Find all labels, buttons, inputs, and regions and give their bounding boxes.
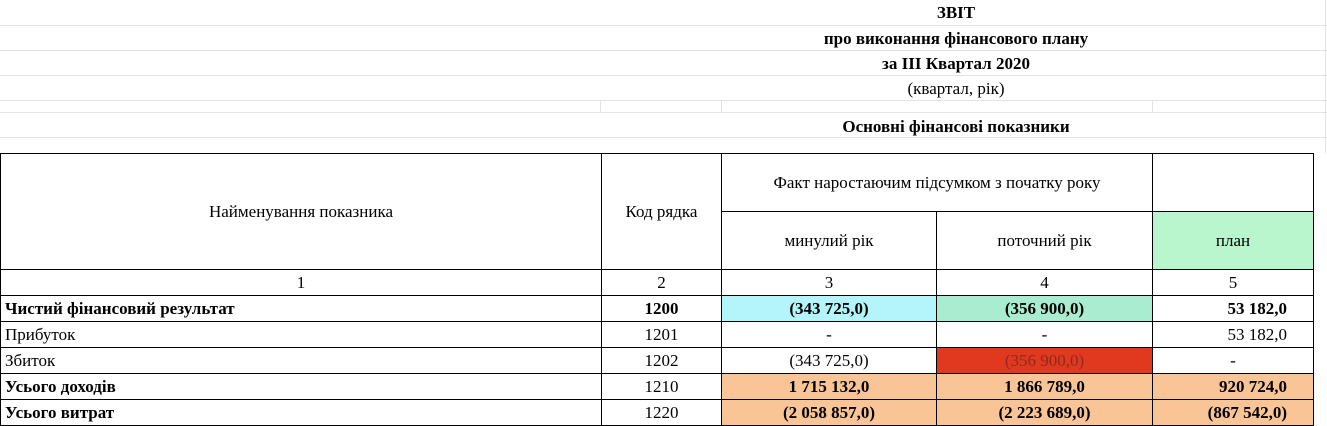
section-title: Основні фінансові показники — [842, 117, 1070, 136]
row-plan[interactable]: (867 542,0) — [1153, 400, 1314, 426]
col-number-3[interactable]: 3 — [722, 270, 937, 296]
header-code[interactable]: Код рядка — [602, 154, 722, 270]
row-name[interactable]: Збиток — [1, 348, 602, 374]
row-prev-year[interactable]: (343 725,0) — [722, 348, 937, 374]
header-curr-year[interactable]: поточний рік — [937, 212, 1153, 270]
row-code[interactable]: 1201 — [602, 322, 722, 348]
report-subtitle: про виконання фінансового плану — [823, 29, 1089, 48]
row-plan[interactable]: 53 182,0 — [1153, 322, 1314, 348]
row-prev-year[interactable]: (2 058 857,0) — [722, 400, 937, 426]
row-name[interactable]: Усього витрат — [1, 400, 602, 426]
report-period: за ІІІ Квартал 2020 — [882, 54, 1030, 73]
row-curr-year[interactable]: (356 900,0) — [937, 296, 1153, 322]
row-prev-year[interactable]: 1 715 132,0 — [722, 374, 937, 400]
table-row — [1, 296, 1314, 322]
table-row — [1, 374, 1314, 400]
row-code[interactable]: 1202 — [602, 348, 722, 374]
row-curr-year[interactable]: (2 223 689,0) — [937, 400, 1153, 426]
row-code[interactable]: 1220 — [602, 400, 722, 426]
col-number-1[interactable]: 1 — [1, 270, 602, 296]
row-curr-year[interactable]: 1 866 789,0 — [937, 374, 1153, 400]
row-plan[interactable]: 53 182,0 — [1153, 296, 1314, 322]
row-name[interactable]: Прибуток — [1, 322, 602, 348]
row-plan[interactable]: 920 724,0 — [1153, 374, 1314, 400]
row-prev-year[interactable]: - — [722, 322, 937, 348]
table-row — [1, 348, 1314, 374]
header-prev-year[interactable]: минулий рік — [722, 212, 937, 270]
header-name[interactable]: Найменування показника — [1, 154, 602, 270]
col-number-4[interactable]: 4 — [937, 270, 1153, 296]
row-prev-year[interactable]: (343 725,0) — [722, 296, 937, 322]
row-code[interactable]: 1200 — [602, 296, 722, 322]
header-empty[interactable] — [1153, 154, 1314, 212]
header-fact-group[interactable]: Факт наростаючим підсумком з початку року — [722, 154, 1153, 212]
report-period-note: (квартал, рік) — [907, 79, 1005, 98]
row-plan[interactable]: - — [1153, 348, 1314, 374]
header-plan[interactable]: план — [1153, 212, 1314, 270]
col-number-5[interactable]: 5 — [1153, 270, 1314, 296]
report-title: ЗВІТ — [936, 3, 976, 22]
row-code[interactable]: 1210 — [602, 374, 722, 400]
row-name[interactable]: Усього доходів — [1, 374, 602, 400]
row-curr-year[interactable]: - — [937, 322, 1153, 348]
row-name[interactable]: Чистий фінансовий результат — [1, 296, 602, 322]
col-number-2[interactable]: 2 — [602, 270, 722, 296]
table-row — [1, 400, 1314, 426]
row-curr-year[interactable]: (356 900,0) — [937, 348, 1153, 374]
table-row — [1, 322, 1314, 348]
financial-indicators-table — [0, 153, 1314, 426]
